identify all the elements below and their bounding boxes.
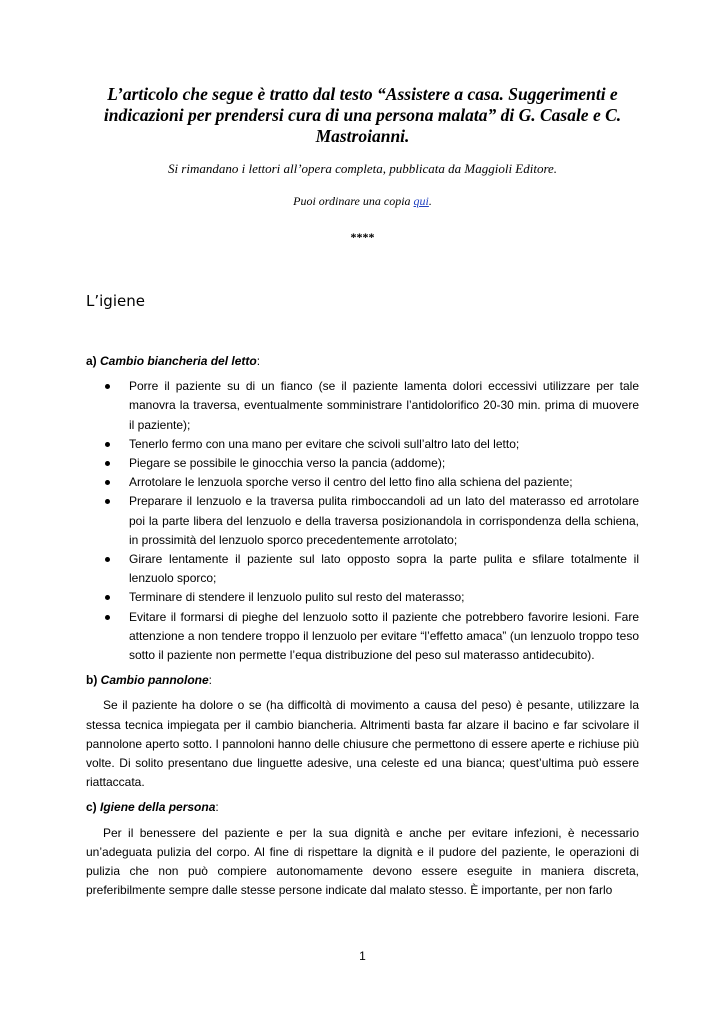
list-item-text: Piegare se possibile le ginocchia verso la pancia (addome);: [129, 456, 446, 471]
list-item: [86, 588, 639, 607]
list-item: [86, 492, 639, 550]
order-line: [86, 192, 639, 210]
publisher-note: Si rimandano i lettori all’opera completa, pubblicata da Maggioli Editore.: [167, 161, 558, 176]
article-body: [86, 352, 639, 906]
list-item-text: Arrotolare le lenzuola sporche verso il centro del letto fino alla schiena del paziente;: [129, 475, 573, 490]
order-suffix: .: [428, 194, 432, 208]
order-prefix: Puoi ordinare una copia: [293, 194, 414, 208]
subsection-letter: b): [86, 673, 101, 688]
bullet-icon: [105, 499, 110, 504]
list-item-text: Tenerlo fermo con una mano per evitare che scivoli sull’altro lato del letto;: [129, 436, 520, 451]
subsection-colon: :: [256, 354, 261, 368]
list-item-text: Evitare il formarsi di pieghe del lenzuolo sotto il paziente che potrebbero favorire lesioni. Fare attenzione a non tendere troppo il lenzuolo per evitare “l’effetto amaca” (un lenzuolo troppo teso sotto il paziente non permette l’equa distribuzione del peso sul materasso antidecubito).: [129, 609, 639, 663]
bullet-icon: [105, 557, 110, 562]
personal-hygiene-paragraph: Per il benessere del paziente e per la sua dignità e anche per evitare infezioni, è necessario un’adeguata pulizia del corpo. Al fine di rispettare la dignità e il pudore del paziente, le operazioni di pulizia che non può compiere autonomamente devono essere eseguite in maniera discreta, preferibilmente sempre dalle stesse persone indicate dal malato stesso. È importante, per non farlo: [86, 825, 639, 898]
subsection-heading-c: [86, 798, 639, 817]
subsection-heading-a: [86, 352, 639, 371]
subsection-heading-b: [86, 671, 639, 690]
subsection-name: Igiene della persona: [100, 800, 216, 815]
subsection-name: Cambio pannolone: [100, 673, 209, 688]
subsection-name: Cambio biancheria del letto: [100, 354, 257, 368]
subsection-colon: :: [208, 673, 213, 688]
list-item-text: Girare lentamente il paziente sul lato opposto sopra la parte pulita e sfilare totalmente il lenzuolo sporco;: [129, 552, 639, 586]
subsection-letter: c): [86, 800, 101, 815]
list-item-text: Preparare il lenzuolo e la traversa pulita rimboccandoli ad un lato del materasso ed arrotolare poi la parte libera del lenzuolo e della traversa posizionandola in corrispondenza della schiena, in prossimità del lenzuolo sporco precedentemente arrotolato;: [129, 494, 639, 547]
bullet-icon: [105, 461, 110, 466]
section-separator: ****: [350, 230, 375, 244]
list-item-text: Terminare di stendere il lenzuolo pulito sul resto del materasso;: [129, 590, 465, 605]
article-source-title: L’articolo che segue è tratto dal testo “Assistere a casa. Suggerimenti e indicazioni per prendersi cura di una persona malata” di G. Casale e C. Mastroianni.: [103, 84, 622, 146]
list-item: [86, 377, 639, 435]
list-item: [86, 435, 639, 454]
list-item-text: Porre il paziente su di un fianco (se il paziente lamenta dolori eccessivi utilizzare per tale manovra la traversa, eventualmente somministrare l’antidolorifico 20-30 min. prima di muovere il paziente);: [129, 379, 639, 432]
subsection-letter: a): [86, 354, 101, 368]
list-item: [86, 608, 639, 666]
diaper-change-paragraph: Se il paziente ha dolore o se (ha difficoltà di movimento a causa del peso) è pesante, utilizzare la stessa tecnica impiegata per il cambio biancheria. Altrimenti basta far alzare il bacino e far scivolare il pannolone aperto sotto. I pannoloni hanno delle chiusure che permettono di essere aperte e richiuse più volte. Di solito presentano due linguette adesive, una celeste ed una bianca; quest’ultima può essere riattaccata.: [86, 698, 639, 790]
order-link[interactable]: qui: [413, 194, 429, 208]
subsection-colon: :: [215, 800, 219, 815]
page-number: 1: [359, 949, 366, 963]
list-item: [86, 473, 639, 492]
bed-linen-steps-list: [86, 377, 639, 665]
bullet-icon: [105, 442, 110, 447]
bullet-icon: [105, 384, 110, 389]
section-heading: L’igiene: [86, 292, 145, 310]
list-item: [86, 550, 639, 588]
bullet-icon: [105, 615, 110, 620]
bullet-icon: [105, 480, 110, 485]
bullet-icon: [105, 595, 110, 600]
list-item: [86, 454, 639, 473]
